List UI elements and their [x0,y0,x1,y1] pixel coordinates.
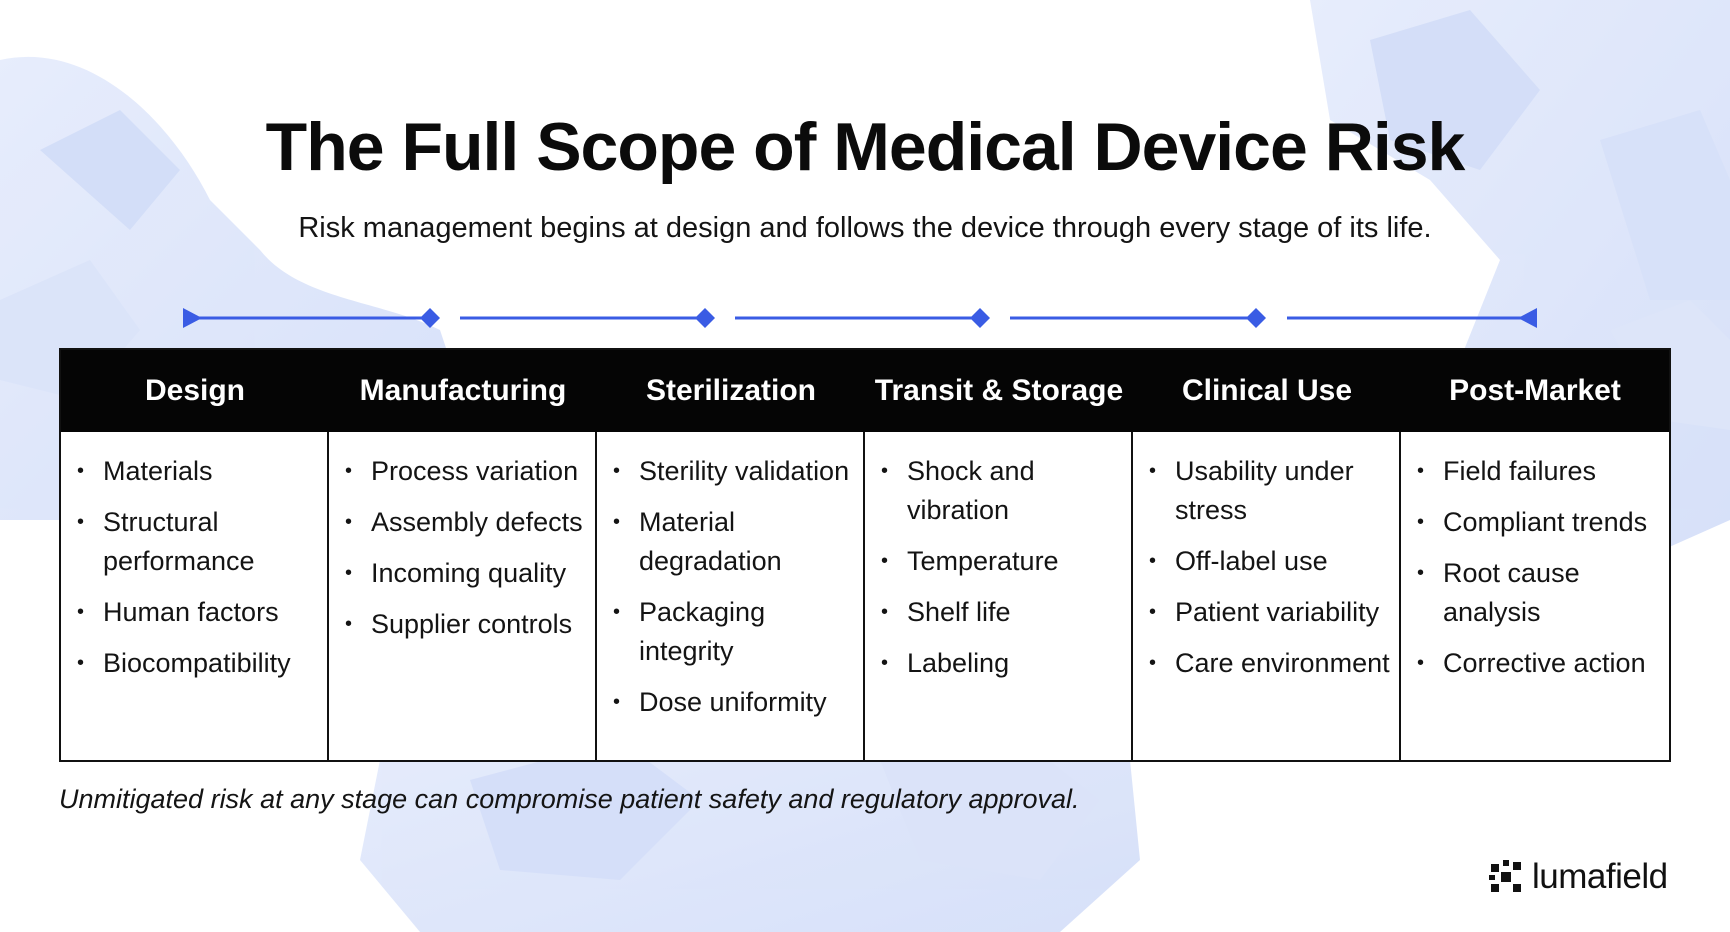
risk-item: • Usability under stress [1147,452,1393,530]
stage-column-post-market [1401,432,1669,760]
logo-text: lumafield [1532,857,1668,896]
risk-item: • Structural performance [75,503,321,581]
timeline-diamond-icon [1246,308,1266,328]
risk-item: • Process variation [343,452,589,491]
risk-item: • Human factors [75,593,321,632]
page-title: The Full Scope of Medical Device Risk [265,109,1465,185]
stage-header-transit-storage: Transit & Storage [865,350,1133,432]
risk-list [879,452,1125,683]
risk-item: • Compliant trends [1415,503,1663,542]
stage-header-design: Design [61,350,329,432]
risk-item: • Incoming quality [343,554,589,593]
risk-item: • Root cause analysis [1415,554,1663,632]
timeline-diamond-icon [420,308,440,328]
timeline-diamond-icon [970,308,990,328]
risk-item: • Packaging integrity [611,593,857,671]
risk-item: • Materials [75,452,321,491]
risk-item: • Assembly defects [343,503,589,542]
risk-list [1147,452,1393,683]
risk-stage-table [59,348,1671,762]
risk-item: • Field failures [1415,452,1663,491]
timeline-start-arrow-icon [183,308,202,328]
risk-list [611,452,857,722]
stage-header-post-market: Post-Market [1401,350,1669,432]
risk-item: • Material degradation [611,503,857,581]
risk-item: • Patient variability [1147,593,1393,632]
risk-list [1415,452,1663,683]
brand-logo [1488,857,1668,897]
risk-item: • Off-label use [1147,542,1393,581]
lifecycle-timeline [180,300,1540,336]
risk-list [75,452,321,683]
risk-item: • Temperature [879,542,1125,581]
risk-item: • Supplier controls [343,605,589,644]
risk-item: • Sterility validation [611,452,857,491]
timeline-diamond-icon [695,308,715,328]
risk-item: • Labeling [879,644,1125,683]
lumafield-logo-icon [1488,859,1524,895]
stage-header-sterilization: Sterilization [597,350,865,432]
risk-list [343,452,589,644]
risk-item: • Biocompatibility [75,644,321,683]
stage-header-clinical-use: Clinical Use [1133,350,1401,432]
risk-item: • Dose uniformity [611,683,857,722]
stage-column-manufacturing [329,432,597,760]
page-subtitle: Risk management begins at design and follows the device through every stage of its life. [298,212,1432,244]
stage-column-sterilization [597,432,865,760]
risk-item: • Shock and vibration [879,452,1125,530]
stage-column-transit-storage [865,432,1133,760]
stage-column-design [61,432,329,760]
stage-header-manufacturing: Manufacturing [329,350,597,432]
risk-item: • Shelf life [879,593,1125,632]
footnote: Unmitigated risk at any stage can compromise patient safety and regulatory approval. [59,784,1080,814]
stage-column-clinical-use [1133,432,1401,760]
timeline-end-arrow-icon [1518,308,1537,328]
risk-item: • Corrective action [1415,644,1663,683]
risk-item: • Care environment [1147,644,1393,683]
